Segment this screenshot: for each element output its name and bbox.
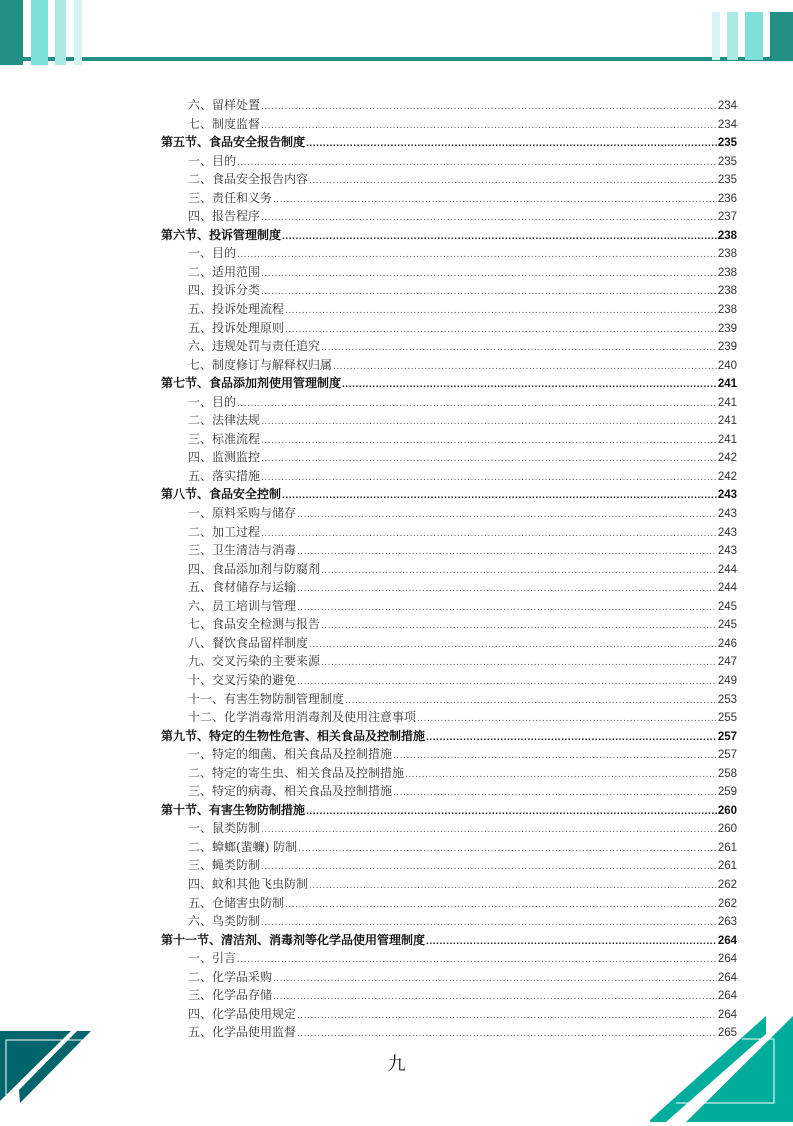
toc-subsection-entry[interactable] — [161, 448, 737, 467]
toc-entry-title: 八、餐饮食品留样制度 — [188, 635, 309, 650]
page-number: 九 — [387, 1054, 406, 1075]
dot-leader — [417, 710, 717, 729]
toc-subsection-entry[interactable] — [161, 504, 737, 523]
toc-entry-title: 五、仓储害虫防制 — [188, 895, 285, 910]
toc-entry-page-number: 241 — [717, 378, 737, 391]
toc-entry-title: 五、食材储存与运输 — [188, 580, 297, 595]
toc-entry-title: 三、责任和义务 — [188, 190, 273, 205]
toc-entry-page-number: 247 — [717, 656, 737, 669]
toc-subsection-entry[interactable] — [161, 207, 737, 226]
toc-entry-page-number: 243 — [717, 508, 737, 521]
toc-subsection-entry[interactable] — [161, 115, 737, 134]
toc-subsection-entry[interactable] — [161, 856, 737, 875]
toc-section-entry[interactable] — [161, 374, 737, 393]
toc-entry-title: 二、蟑螂(蜚蠊) 防制 — [188, 839, 298, 854]
toc-subsection-entry[interactable] — [161, 300, 737, 319]
dot-leader — [261, 98, 717, 117]
toc-entry-title: 第九节、特定的生物性危害、相关食品及控制措施 — [161, 728, 426, 743]
toc-entry-page-number: 241 — [717, 415, 737, 428]
toc-entry-page-number: 260 — [717, 804, 737, 817]
dot-leader — [342, 376, 717, 395]
toc-entry-title: 一、鼠类防制 — [188, 821, 261, 836]
toc-entry-page-number: 234 — [717, 100, 737, 112]
toc-entry-page-number: 239 — [717, 341, 737, 354]
toc-entry-page-number: 235 — [717, 155, 737, 168]
dot-leader — [298, 840, 717, 859]
dot-leader — [237, 246, 717, 265]
toc-entry-title: 一、原料采购与储存 — [188, 506, 297, 521]
toc-section-entry[interactable] — [161, 226, 737, 245]
toc-subsection-entry[interactable] — [161, 949, 737, 968]
toc-entry-page-number: 264 — [717, 1008, 737, 1021]
toc-entry-title: 第十一节、清洁剂、消毒剂等化学品使用管理制度 — [161, 932, 426, 947]
dot-leader — [297, 599, 717, 618]
toc-entry-title: 三、标准流程 — [188, 431, 261, 446]
dot-leader — [393, 747, 717, 766]
toc-entry-title: 四、蚊和其他飞虫防制 — [188, 876, 309, 891]
toc-entry-title: 二、食品安全报告内容 — [188, 172, 309, 187]
toc-subsection-entry[interactable] — [161, 838, 737, 857]
toc-entry-page-number: 243 — [717, 489, 737, 502]
toc-entry-page-number: 238 — [717, 248, 737, 261]
toc-subsection-entry[interactable] — [161, 281, 737, 300]
toc-subsection-entry[interactable] — [161, 523, 737, 542]
dot-leader — [306, 135, 717, 154]
toc-subsection-entry[interactable] — [161, 263, 737, 282]
toc-subsection-entry[interactable] — [161, 708, 737, 727]
toc-entry-title: 第七节、食品添加剂使用管理制度 — [161, 376, 342, 391]
dot-leader — [321, 339, 717, 358]
toc-section-entry[interactable] — [161, 133, 737, 152]
toc-subsection-entry[interactable] — [161, 96, 737, 115]
toc-subsection-entry[interactable] — [161, 337, 737, 356]
toc-entry-page-number: 264 — [717, 971, 737, 984]
toc-entry-title: 三、卫生清洁与消毒 — [188, 543, 297, 558]
toc-entry-page-number: 238 — [717, 266, 737, 279]
toc-entry-title: 一、目的 — [188, 246, 237, 261]
toc-subsection-entry[interactable] — [161, 356, 737, 375]
dot-leader — [261, 525, 717, 544]
toc-entry-page-number: 263 — [717, 916, 737, 929]
toc-entry-title: 十、交叉污染的避免 — [188, 672, 297, 687]
toc-subsection-entry[interactable] — [161, 541, 737, 560]
toc-entry-page-number: 244 — [717, 582, 737, 595]
dot-leader — [321, 654, 717, 673]
dot-leader — [261, 450, 717, 469]
toc-entry-title: 一、特定的细菌、相关食品及控制措施 — [188, 747, 393, 762]
table-of-contents — [161, 96, 737, 1042]
dot-leader — [297, 506, 717, 525]
toc-entry-title: 六、员工培训与管理 — [188, 598, 297, 613]
toc-entry-page-number: 257 — [717, 730, 737, 743]
toc-entry-title: 十二、化学消毒常用消毒剂及使用注意事项 — [188, 710, 417, 725]
toc-entry-title: 第六节、投诉管理制度 — [161, 227, 282, 242]
dot-leader — [282, 228, 717, 247]
toc-subsection-entry[interactable] — [161, 560, 737, 579]
toc-entry-page-number: 261 — [717, 841, 737, 854]
dot-leader — [285, 321, 717, 340]
toc-subsection-entry[interactable] — [161, 819, 737, 838]
toc-entry-page-number: 255 — [717, 712, 737, 725]
toc-entry-page-number: 241 — [717, 433, 737, 446]
toc-entry-page-number: 236 — [717, 192, 737, 205]
dot-leader — [285, 302, 717, 321]
toc-entry-page-number: 265 — [717, 1027, 737, 1040]
toc-entry-title: 三、化学品存储 — [188, 988, 273, 1003]
dot-leader — [261, 117, 717, 136]
toc-entry-page-number: 238 — [717, 304, 737, 317]
toc-subsection-entry[interactable] — [161, 244, 737, 263]
toc-subsection-entry[interactable] — [161, 745, 737, 764]
toc-entry-title: 二、法律法规 — [188, 413, 261, 428]
toc-entry-page-number: 235 — [717, 174, 737, 187]
toc-entry-title: 五、化学品使用监督 — [188, 1025, 297, 1040]
toc-entry-page-number: 242 — [717, 470, 737, 483]
toc-subsection-entry[interactable] — [161, 912, 737, 931]
toc-entry-page-number: 235 — [717, 137, 737, 150]
toc-section-entry[interactable] — [161, 931, 737, 950]
dot-leader — [261, 283, 717, 302]
toc-entry-page-number: 262 — [717, 897, 737, 910]
dot-leader — [321, 617, 717, 636]
toc-entry-page-number: 241 — [717, 396, 737, 409]
toc-entry-page-number: 246 — [717, 637, 737, 650]
dot-leader — [309, 636, 717, 655]
toc-entry-title: 四、化学品使用规定 — [188, 1006, 297, 1021]
toc-subsection-entry[interactable] — [161, 430, 737, 449]
toc-entry-title: 七、制度修订与解释权归属 — [188, 357, 333, 372]
dot-leader — [237, 154, 717, 173]
toc-entry-page-number: 234 — [717, 118, 737, 131]
toc-entry-title: 三、蝇类防制 — [188, 858, 261, 873]
toc-subsection-entry[interactable] — [161, 467, 737, 486]
dot-leader — [333, 358, 717, 377]
toc-entry-title: 三、特定的病毒、相关食品及控制措施 — [188, 784, 393, 799]
toc-entry-title: 五、投诉处理流程 — [188, 302, 285, 317]
dot-leader — [426, 933, 717, 952]
toc-subsection-entry[interactable] — [161, 319, 737, 338]
toc-entry-title: 四、食品添加剂与防腐剂 — [188, 561, 321, 576]
toc-entry-page-number: 258 — [717, 767, 737, 780]
toc-subsection-entry[interactable] — [161, 615, 737, 634]
dot-leader — [261, 858, 717, 877]
dot-leader — [285, 896, 717, 915]
toc-entry-title: 五、投诉处理原则 — [188, 320, 285, 335]
toc-entry-title: 第八节、食品安全控制 — [161, 487, 282, 502]
dot-leader — [405, 766, 717, 785]
toc-subsection-entry[interactable] — [161, 764, 737, 783]
toc-subsection-entry[interactable] — [161, 393, 737, 412]
toc-entry-title: 二、特定的寄生虫、相关食品及控制措施 — [188, 765, 405, 780]
toc-entry-title: 九、交叉污染的主要来源 — [188, 654, 321, 669]
toc-subsection-entry[interactable] — [161, 170, 737, 189]
toc-entry-page-number: 242 — [717, 452, 737, 465]
toc-entry-page-number: 249 — [717, 674, 737, 687]
dot-leader — [309, 172, 717, 191]
toc-entry-page-number: 245 — [717, 619, 737, 632]
toc-entry-page-number: 260 — [717, 823, 737, 836]
toc-entry-title: 四、报告程序 — [188, 209, 261, 224]
toc-section-entry[interactable] — [161, 727, 737, 746]
toc-subsection-entry[interactable] — [161, 634, 737, 653]
toc-entry-title: 七、食品安全检测与报告 — [188, 617, 321, 632]
toc-entry-page-number: 264 — [717, 934, 737, 947]
toc-entry-title: 二、化学品采购 — [188, 969, 273, 984]
toc-subsection-entry[interactable] — [161, 411, 737, 430]
toc-entry-title: 六、留样处置 — [188, 98, 261, 112]
dot-leader — [261, 265, 717, 284]
dot-leader — [393, 784, 717, 803]
toc-entry-page-number: 239 — [717, 322, 737, 335]
toc-entry-title: 四、监测监控 — [188, 450, 261, 465]
dot-leader — [282, 487, 717, 506]
dot-leader — [321, 562, 717, 581]
dot-leader — [261, 413, 717, 432]
toc-entry-page-number: 243 — [717, 526, 737, 539]
toc-entry-title: 四、投诉分类 — [188, 283, 261, 298]
dot-leader — [273, 970, 717, 989]
dot-leader — [261, 432, 717, 451]
toc-entry-title: 一、目的 — [188, 394, 237, 409]
dot-leader — [237, 395, 717, 414]
dot-leader — [297, 580, 717, 599]
toc-entry-title: 二、加工过程 — [188, 524, 261, 539]
dot-leader — [237, 951, 717, 970]
toc-entry-title: 第五节、食品安全报告制度 — [161, 135, 306, 150]
toc-subsection-entry[interactable] — [161, 652, 737, 671]
toc-entry-page-number: 245 — [717, 600, 737, 613]
toc-entry-title: 七、制度监督 — [188, 116, 261, 131]
toc-entry-page-number: 238 — [717, 229, 737, 242]
toc-subsection-entry[interactable] — [161, 152, 737, 171]
toc-section-entry[interactable] — [161, 485, 737, 504]
toc-entry-title: 一、目的 — [188, 153, 237, 168]
toc-entry-page-number: 253 — [717, 693, 737, 706]
header-decoration — [0, 0, 793, 66]
toc-subsection-entry[interactable] — [161, 968, 737, 987]
toc-subsection-entry[interactable] — [161, 597, 737, 616]
toc-entry-title: 六、鸟类防制 — [188, 914, 261, 929]
toc-entry-page-number: 257 — [717, 749, 737, 762]
toc-entry-page-number: 264 — [717, 953, 737, 966]
header-bars-graphic — [0, 0, 793, 66]
dot-leader — [261, 469, 717, 488]
toc-entry-title: 十一、有害生物防制管理制度 — [188, 691, 345, 706]
toc-entry-page-number: 240 — [717, 359, 737, 372]
toc-entry-title: 五、落实措施 — [188, 468, 261, 483]
toc-subsection-entry[interactable] — [161, 578, 737, 597]
dot-leader — [297, 543, 717, 562]
toc-entry-page-number: 237 — [717, 211, 737, 224]
toc-subsection-entry[interactable] — [161, 875, 737, 894]
toc-entry-page-number: 264 — [717, 990, 737, 1003]
toc-entry-title: 二、适用范围 — [188, 264, 261, 279]
dot-leader — [261, 821, 717, 840]
toc-subsection-entry[interactable] — [161, 671, 737, 690]
toc-subsection-entry[interactable] — [161, 986, 737, 1005]
toc-entry-title: 一、引言 — [188, 951, 237, 966]
dot-leader — [273, 988, 717, 1007]
toc-entry-page-number: 261 — [717, 860, 737, 873]
toc-entry-page-number: 238 — [717, 285, 737, 298]
dot-leader — [306, 803, 717, 822]
toc-subsection-entry[interactable] — [161, 189, 737, 208]
toc-entry-title: 第十节、有害生物防制措施 — [161, 802, 306, 817]
toc-entry-page-number: 262 — [717, 878, 737, 891]
dot-leader — [426, 729, 717, 748]
dot-leader — [309, 877, 717, 896]
toc-subsection-entry[interactable] — [161, 782, 737, 801]
dot-leader — [297, 673, 717, 692]
toc-subsection-entry[interactable] — [161, 690, 737, 709]
dot-leader — [261, 209, 717, 228]
dot-leader — [273, 191, 717, 210]
toc-entry-page-number: 243 — [717, 545, 737, 558]
toc-section-entry[interactable] — [161, 801, 737, 820]
toc-entry-page-number: 259 — [717, 786, 737, 799]
toc-subsection-entry[interactable] — [161, 894, 737, 913]
toc-entry-title: 六、违规处罚与责任追究 — [188, 339, 321, 354]
toc-entry-page-number: 244 — [717, 563, 737, 576]
